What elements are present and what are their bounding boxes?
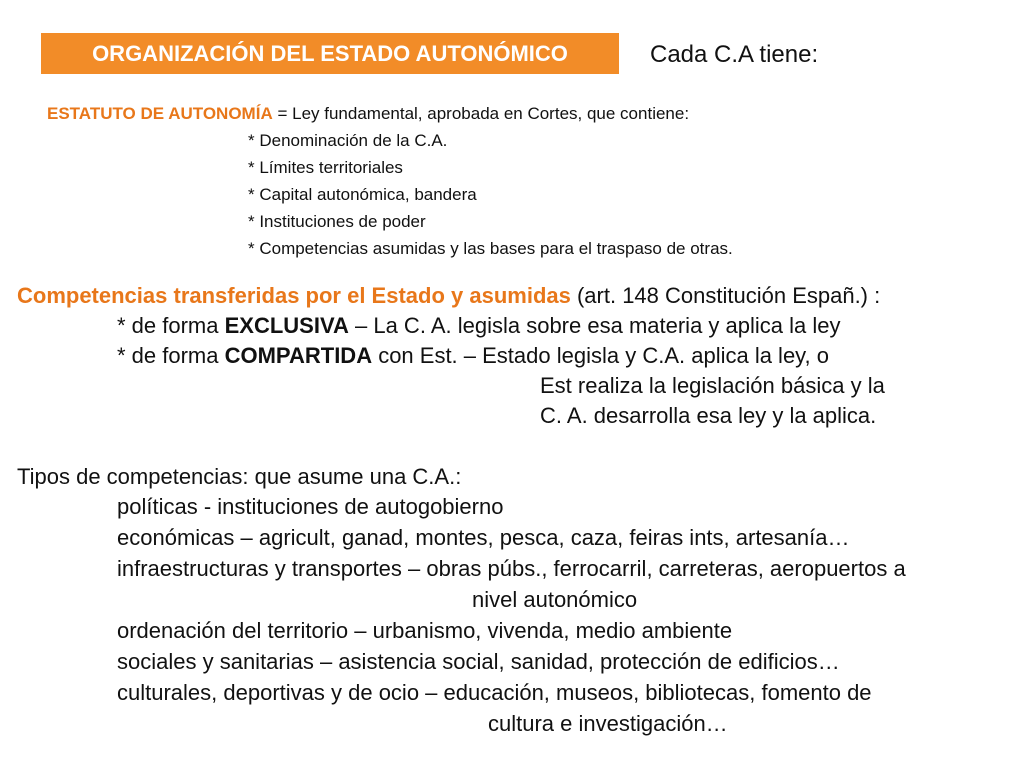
compartida-continuation-1: Est realiza la legislación básica y la [540, 373, 885, 398]
competencia-compartida [117, 341, 829, 371]
estatuto-item: * Competencias asumidas y las bases para el traspaso de otras. [248, 239, 733, 258]
estatuto-line [47, 100, 689, 127]
tipo-ordenacion: ordenación del territorio – urbanismo, vivenda, medio ambiente [117, 618, 733, 643]
estatuto-item: * Capital autonómica, bandera [248, 185, 477, 204]
tipo-economicas: económicas – agricult, ganad, montes, pesca, caza, feiras ints, artesanía… [117, 525, 850, 550]
exclusiva-post: – La C. A. legisla sobre esa materia y aplica la ley [348, 313, 841, 338]
competencias-heading-rest: (art. 148 Constitución Españ.) : [570, 283, 881, 308]
competencia-exclusiva [117, 311, 840, 341]
tipo-culturales: culturales, deportivas y de ocio – educación, museos, bibliotecas, fomento de [117, 680, 872, 705]
estatuto-item: * Límites territoriales [248, 158, 403, 177]
tipo-infraestructuras-cont: nivel autonómico [472, 587, 638, 612]
cada-ca-heading: Cada C.A tiene: [650, 41, 819, 68]
exclusiva-key: EXCLUSIVA [224, 313, 349, 338]
compartida-continuation-2: C. A. desarrolla esa ley y la aplica. [540, 403, 877, 428]
estatuto-item: * Denominación de la C.A. [248, 131, 448, 150]
competencias-heading: Competencias transferidas por el Estado y asumidas [17, 283, 571, 308]
competencias-heading-line [17, 281, 880, 311]
compartida-post: con Est. – Estado legisla y C.A. aplica la ley, o [372, 343, 830, 368]
tipo-politicas: políticas - instituciones de autogobierno [117, 494, 504, 519]
tipo-culturales-cont: cultura e investigación… [488, 711, 728, 736]
estatuto-definition: = Ley fundamental, aprobada en Cortes, que contiene: [272, 104, 690, 123]
compartida-pre: * de forma [117, 343, 225, 368]
compartida-key: COMPARTIDA [224, 343, 373, 368]
slide-title: ORGANIZACIÓN DEL ESTADO AUTONÓMICO [41, 33, 619, 74]
estatuto-term: ESTATUTO DE AUTONOMÍA [47, 104, 273, 123]
exclusiva-pre: * de forma [117, 313, 225, 338]
tipo-infraestructuras: infraestructuras y transportes – obras púbs., ferrocarril, carreteras, aeropuertos a [117, 556, 906, 581]
tipos-heading: Tipos de competencias: que asume una C.A.: [17, 464, 462, 489]
estatuto-item: * Instituciones de poder [248, 212, 426, 231]
tipo-sociales: sociales y sanitarias – asistencia social, sanidad, protección de edificios… [117, 649, 840, 674]
